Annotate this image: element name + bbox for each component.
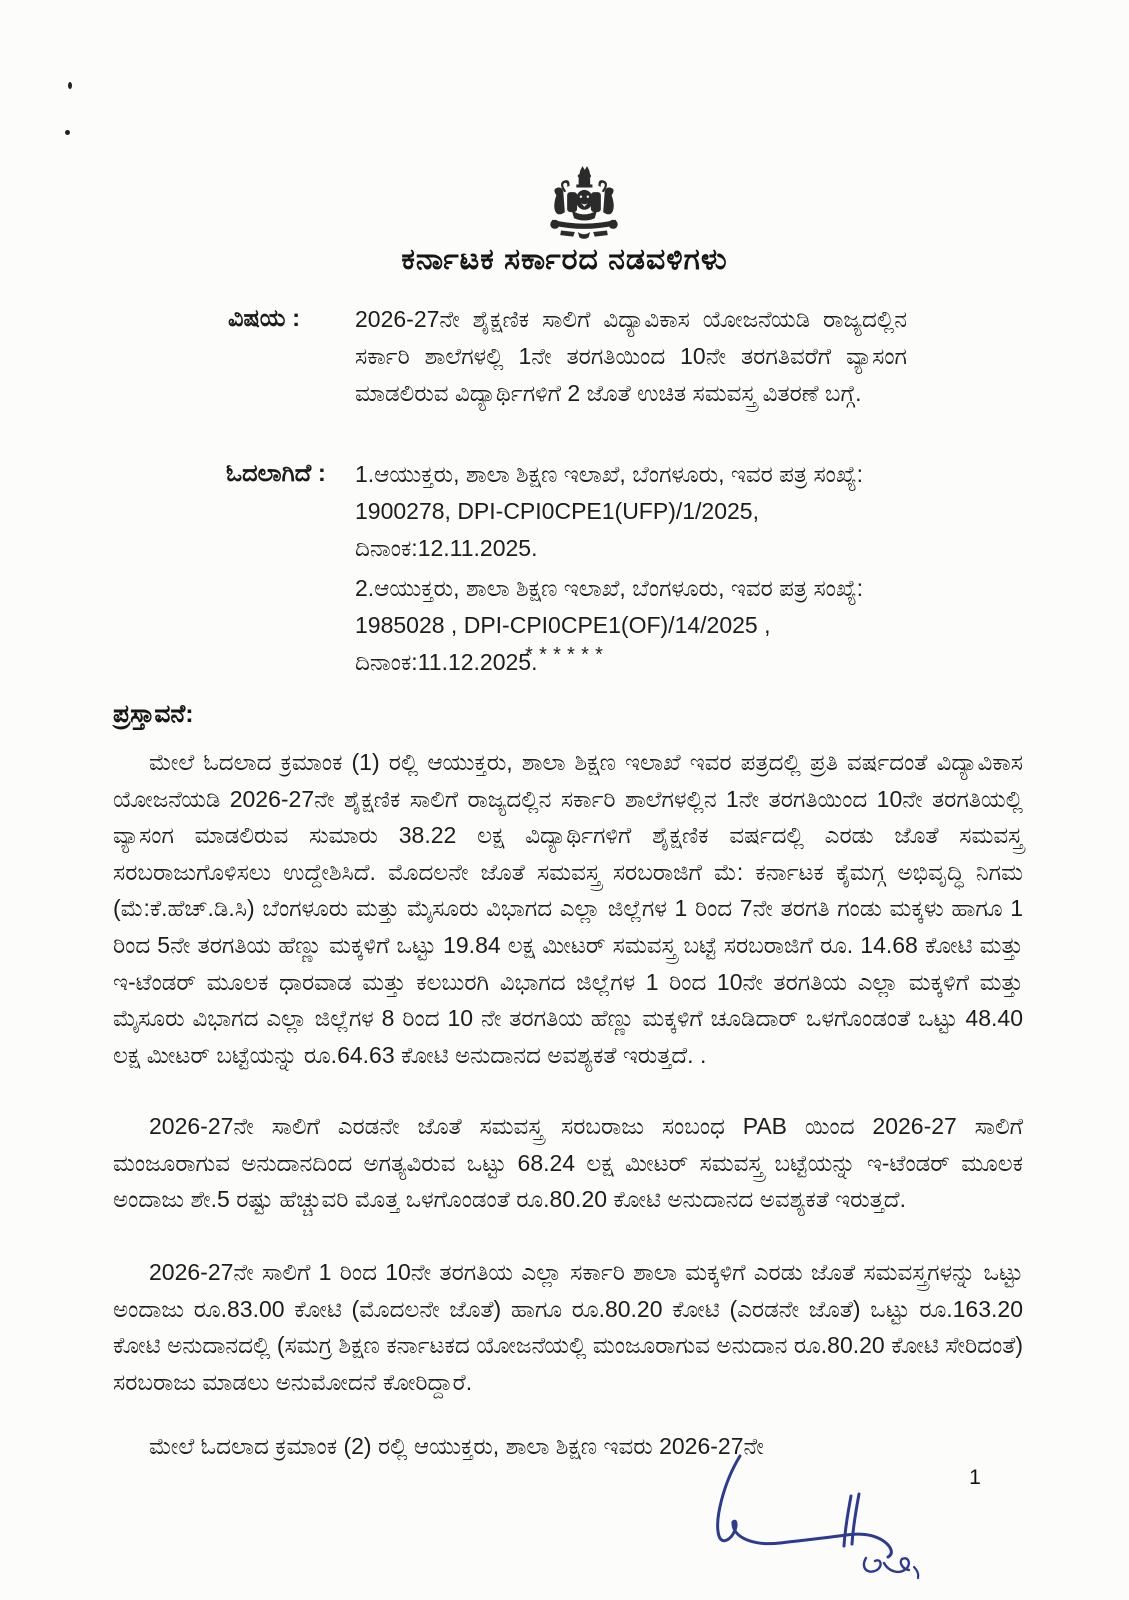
document-title: ಕರ್ನಾಟಕ ಸರ್ಕಾರದ ನಡವಳಿಗಳು — [401, 243, 728, 276]
karnataka-state-emblem-icon — [538, 166, 630, 252]
reference-item: 1.ಆಯುಕ್ತರು, ಶಾಲಾ ಶಿಕ್ಷಣ ಇಲಾಖೆ, ಬೆಂಗಳೂರು, ಇವರ ಪತ್ರ ಸಂಖ್ಯೆ: 1900278, DPI-CPI0CPE1(UFP)/1/2025, ದಿನಾಂಕ:12.11.2025. — [355, 461, 864, 561]
preamble-paragraph: ಮೇಲೆ ಓದಲಾದ ಕ್ರಮಾಂಕ (2) ರಲ್ಲಿ ಆಯುಕ್ತರು, ಶಾಲಾ ಶಿಕ್ಷಣ ಇವರು 2026-27ನೇ — [149, 1433, 764, 1459]
page-number: 1 — [969, 1466, 981, 1489]
handwritten-signature-icon — [688, 1446, 940, 1592]
preamble-paragraph: 2026-27ನೇ ಸಾಲಿಗೆ 1 ರಿಂದ 10ನೇ ತರಗತಿಯ ಎಲ್ಲಾ ಸರ್ಕಾರಿ ಶಾಲಾ ಮಕ್ಕಳಿಗೆ ಎರಡು ಜೊತೆ ಸಮವಸ್ತ್ರಗಳನ್ನು ಒಟ್ಟು ಅಂದಾಜು ರೂ.83.00 ಕೋಟಿ (ಮೊದಲನೇ ಜೊತೆ) ಹಾಗೂ ರೂ.80.20 ಕೋಟಿ (ಎರಡನೇ ಜೊತೆ) ಒಟ್ಟು ರೂ.163.20 ಕೋಟಿ ಅನುದಾನದಲ್ಲಿ (ಸಮಗ್ರ ಶಿಕ್ಷಣ ಕರ್ನಾಟಕದ ಯೋಜನೆಯಲ್ಲಿ ಮಂಜೂರಾಗುವ ಅನುದಾನ ರೂ.80.20 ಕೋಟಿ ಸೇರಿದಂತೆ) ಸರಬರಾಜು ಮಾಡಲು ಅನುಮೋದನೆ ಕೋರಿದ್ದಾರೆ. — [113, 1259, 1023, 1395]
preamble-paragraph: ಮೇಲೆ ಓದಲಾದ ಕ್ರಮಾಂಕ (1) ರಲ್ಲಿ ಆಯುಕ್ತರು, ಶಾಲಾ ಶಿಕ್ಷಣ ಇಲಾಖೆ ಇವರ ಪತ್ರದಲ್ಲಿ ಪ್ರತಿ ವರ್ಷದಂತೆ ವಿದ್ಯಾವಿಕಾಸ ಯೋಜನೆಯಡಿ 2026-27ನೇ ಶೈಕ್ಷಣಿಕ ಸಾಲಿಗೆ ರಾಜ್ಯದಲ್ಲಿನ ಸರ್ಕಾರಿ ಶಾಲೆಗಳಲ್ಲಿನ 1ನೇ ತರಗತಿಯಿಂದ 10ನೇ ತರಗತಿಯಲ್ಲಿ ವ್ಯಾಸಂಗ ಮಾಡಲಿರುವ ಸುಮಾರು 38.22 ಲಕ್ಷ ವಿದ್ಯಾರ್ಥಿಗಳಿಗೆ ಶೈಕ್ಷಣಿಕ ವರ್ಷದಲ್ಲಿ ಎರಡು ಜೊತೆ ಸಮವಸ್ತ್ರ ಸರಬರಾಜುಗೊಳಿಸಲು ಉದ್ದೇಶಿಸಿದೆ. ಮೊದಲನೇ ಜೊತೆ ಸಮವಸ್ತ್ರ ಸರಬರಾಜಿಗೆ ಮೆ: ಕರ್ನಾಟಕ ಕೈಮಗ್ಗ ಅಭಿವೃದ್ಧಿ ನಿಗಮ (ಮೆ:ಕೆ.ಹೆಚ್.ಡಿ.ಸಿ) ಬೆಂಗಳೂರು ಮತ್ತು ಮೈಸೂರು ವಿಭಾಗದ ಎಲ್ಲಾ ಜಿಲ್ಲೆಗಳ 1 ರಿಂದ 7ನೇ ತರಗತಿ ಗಂಡು ಮಕ್ಕಳು ಹಾಗೂ 1 ರಿಂದ 5ನೇ ತರಗತಿಯ ಹೆಣ್ಣು ಮಕ್ಕಳಿಗೆ ಒಟ್ಟು 19.84 ಲಕ್ಷ ಮೀಟರ್ ಸಮವಸ್ತ್ರ ಬಟ್ಟೆ ಸರಬರಾಜಿಗೆ ರೂ. 14.68 ಕೋಟಿ ಮತ್ತು ಇ-ಟೆಂಡರ್ ಮೂಲಕ ಧಾರವಾಡ ಮತ್ತು ಕಲಬುರಗಿ ವಿಭಾಗದ ಜಿಲ್ಲೆಗಳ 1 ರಿಂದ 10ನೇ ತರಗತಿಯ ಎಲ್ಲಾ ಮಕ್ಕಳಿಗೆ ಮತ್ತು ಮೈಸೂರು ವಿಭಾಗದ ಎಲ್ಲಾ ಜಿಲ್ಲೆಗಳ 8 ರಿಂದ 10 ನೇ ತರಗತಿಯ ಹೆಣ್ಣು ಮಕ್ಕಳಿಗೆ ಚೂಡಿದಾರ್ ಒಳಗೊಂಡಂತೆ ಒಟ್ಟು 48.40 ಲಕ್ಷ ಮೀಟರ್ ಬಟ್ಟೆಯನ್ನು ರೂ.64.63 ಕೋಟಿ ಅನುದಾನದ ಅವಶ್ಯಕತೆ ಇರುತ್ತದೆ. . — [113, 749, 1023, 1068]
scan-speck — [68, 82, 72, 89]
read-label: ಓದಲಾಗಿದೆ : — [226, 460, 326, 487]
subject-text: 2026-27ನೇ ಶೈಕ್ಷಣಿಕ ಸಾಲಿಗೆ ವಿದ್ಯಾವಿಕಾಸ ಯೋಜನೆಯಡಿ ರಾಜ್ಯದಲ್ಲಿನ ಸರ್ಕಾರಿ ಶಾಲೆಗಳಲ್ಲಿ 1ನೇ ತರಗತಿಯಿಂದ 10ನೇ ತರಗತಿವರೆಗೆ ವ್ಯಾಸಂಗ ಮಾಡಲಿರುವ ವಿದ್ಯಾರ್ಥಿಗಳಿಗೆ 2 ಜೊತೆ ಉಚಿತ ಸಮವಸ್ತ್ರ ವಿತರಣೆ ಬಗ್ಗೆ. — [355, 306, 907, 406]
section-separator: ****** — [522, 646, 607, 669]
reference-item: 2.ಆಯುಕ್ತರು, ಶಾಲಾ ಶಿಕ್ಷಣ ಇಲಾಖೆ, ಬೆಂಗಳೂರು, ಇವರ ಪತ್ರ ಸಂಖ್ಯೆ: 1985028 , DPI-CPI0CPE1(OF)/14/2025 , ದಿನಾಂಕ:11.12.2025. — [355, 575, 864, 675]
scan-speck — [65, 130, 70, 135]
subject-label: ವಿಷಯ : — [228, 305, 301, 332]
preamble-heading: ಪ್ರಸ್ತಾವನೆ: — [113, 700, 194, 728]
preamble-paragraph: 2026-27ನೇ ಸಾಲಿಗೆ ಎರಡನೇ ಜೊತೆ ಸಮವಸ್ತ್ರ ಸರಬರಾಜು ಸಂಬಂಧ PAB ಯಿಂದ 2026-27 ಸಾಲಿಗೆ ಮಂಜೂರಾಗುವ ಅನುದಾನದಿಂದ ಅಗತ್ಯವಿರುವ ಒಟ್ಟು 68.24 ಲಕ್ಷ ಮೀಟರ್ ಸಮವಸ್ತ್ರ ಬಟ್ಟೆಯನ್ನು ಇ-ಟೆಂಡರ್ ಮೂಲಕ ಅಂದಾಜು ಶೇ.5 ರಷ್ಟು ಹೆಚ್ಚುವರಿ ಮೊತ್ತ ಒಳಗೊಂಡಂತೆ ರೂ.80.20 ಕೋಟಿ ಅನುದಾನದ ಅವಶ್ಯಕತೆ ಇರುತ್ತದೆ. — [113, 1113, 1023, 1213]
